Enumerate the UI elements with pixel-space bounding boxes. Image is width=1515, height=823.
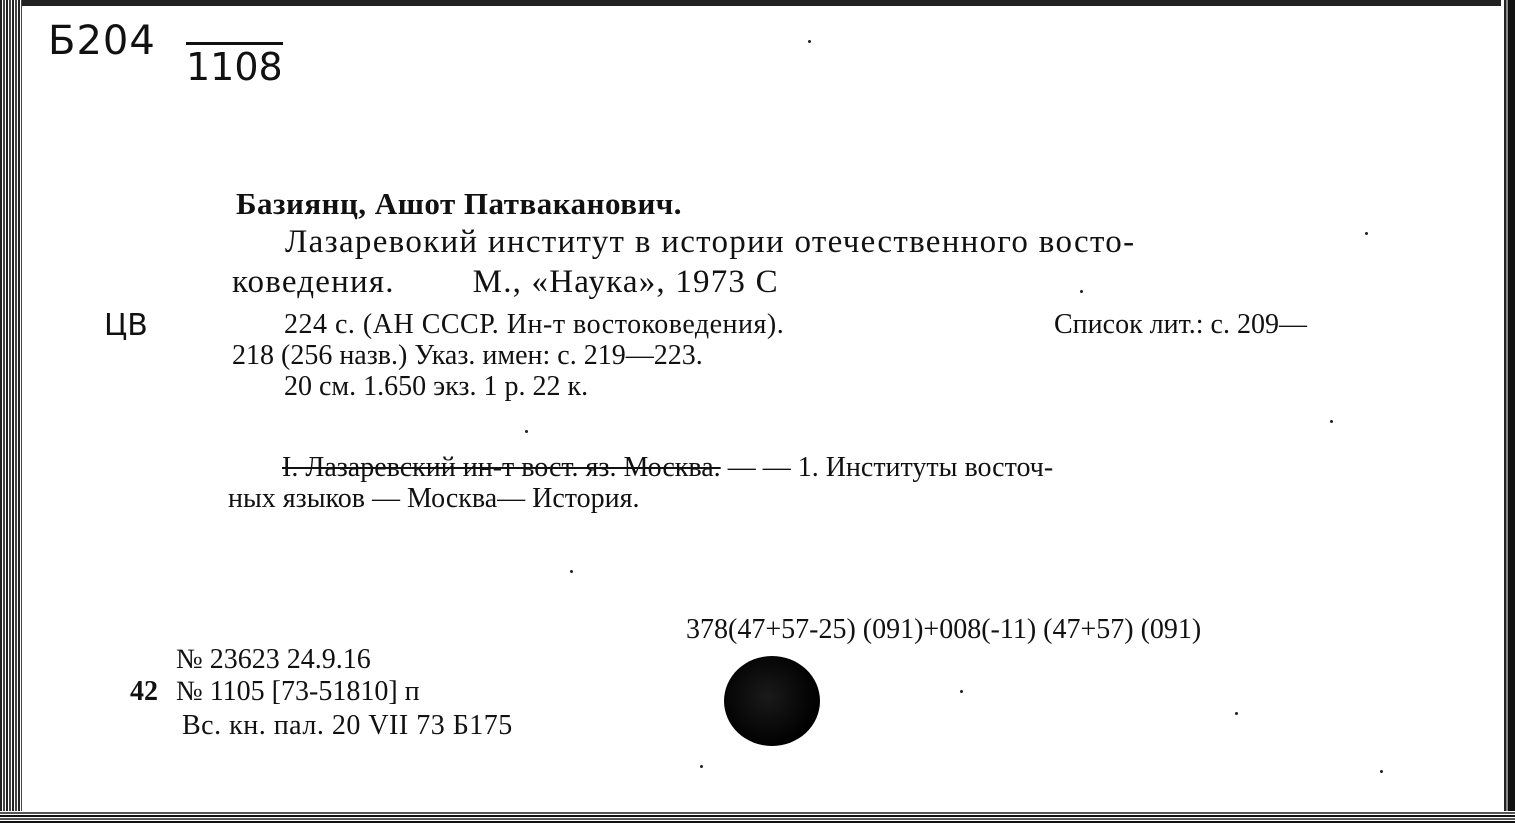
punch-hole	[724, 656, 820, 746]
description-line-2: 218 (256 назв.) Указ. имен: с. 219—223.	[232, 340, 703, 371]
speck	[525, 430, 528, 433]
speck	[960, 690, 963, 693]
imprint: М., «Наука», 1973 С	[472, 264, 779, 300]
tracing-struck: I. Лазаревский ин-т вост. яз. Москва.	[282, 452, 721, 483]
speck	[1330, 420, 1333, 423]
card-number-prefix: 42	[130, 676, 158, 707]
registry-line: Вс. кн. пал. 20 VII 73 Б175	[182, 710, 513, 741]
card-top-edge	[0, 0, 1515, 6]
title-line-1: Лазаревокий институт в истории отечественного восто-	[285, 224, 1136, 260]
tracing-line-2: ных языков — Москва— История.	[228, 483, 640, 514]
description-line-3: 20 см. 1.650 экз. 1 р. 22 к.	[284, 371, 589, 402]
bibliography-note: Список лит.: с. 209—	[1054, 309, 1307, 340]
speck	[808, 40, 811, 43]
description-line-1: 224 с. (АН СССР. Ин-т востоковедения).	[284, 309, 785, 340]
shelfmark: Б204	[48, 18, 156, 64]
speck	[570, 570, 573, 573]
card-number-line-1: № 23623 24.9.16	[176, 644, 371, 675]
card-left-edge	[0, 0, 22, 823]
speck	[1380, 770, 1383, 773]
shelfmark-sub: 1108	[186, 42, 283, 87]
card-right-edge	[1501, 0, 1515, 823]
title-line-2-a: коведения.	[232, 264, 395, 300]
speck	[1235, 712, 1238, 715]
speck	[1080, 290, 1083, 293]
card-number-line-2: № 1105 [73-51810] п	[176, 676, 420, 707]
classification-index: 378(47+57-25) (091)+008(-11) (47+57) (091)	[686, 614, 1202, 645]
speck	[1365, 232, 1368, 235]
speck	[700, 765, 703, 768]
margin-mark: ЦВ	[104, 308, 148, 343]
author-heading: Базиянц, Ашот Патваканович.	[236, 186, 683, 221]
tracing-line-1	[282, 452, 1053, 484]
tracing-subject: — — 1. Институты восточ-	[720, 452, 1054, 483]
card-bottom-edge	[0, 811, 1515, 823]
title-line-2	[232, 264, 779, 301]
